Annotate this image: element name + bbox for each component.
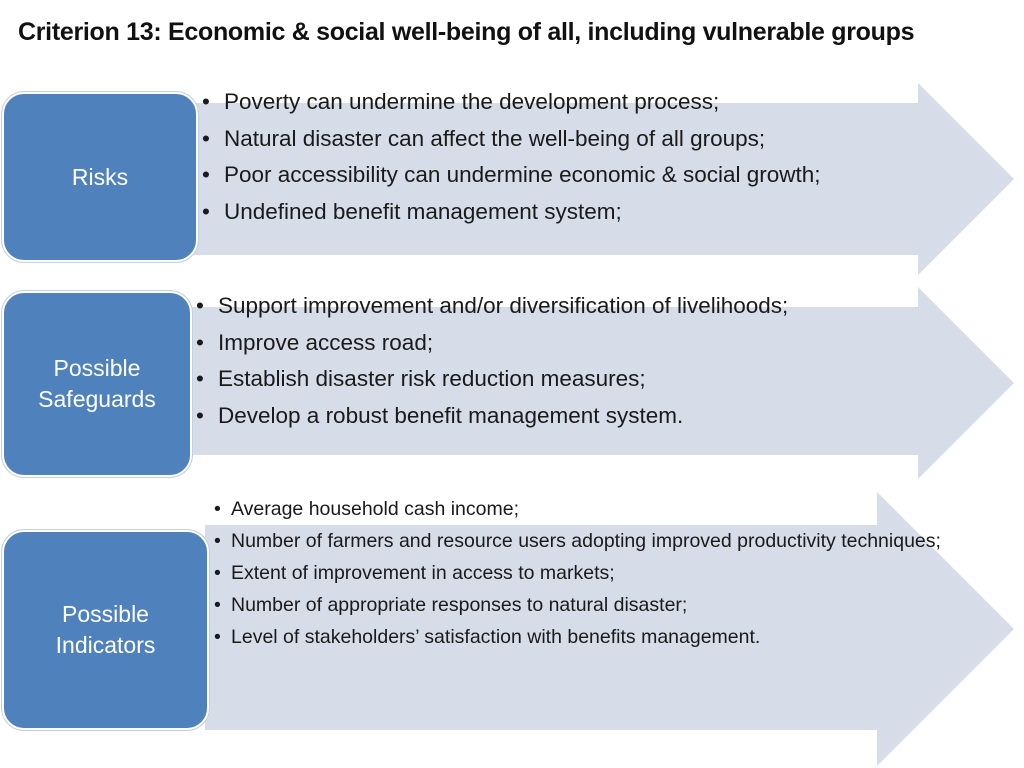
safeguards-label-line-2: Safeguards [38,386,156,412]
list-item: • Support improvement and/or diversification of livelihoods; [194,288,974,325]
list-item: • Number of farmers and resource users adopting improved productivity techniques; [214,527,984,556]
list-item: • Number of appropriate responses to natural disaster; [214,591,984,620]
indicators-label-line-1: Possible [62,601,149,627]
safeguards-label-box [2,291,192,477]
list-item: • Extent of improvement in access to markets; [214,559,984,588]
list-item: • Undefined benefit management system; [200,194,960,231]
indicators-label-box [2,530,209,730]
list-item: • Establish disaster risk reduction measures; [194,361,974,398]
list-item: • Level of stakeholders’ satisfaction with benefits management. [214,623,984,652]
risks-list [200,84,960,230]
risks-label-box [2,92,198,262]
risks-label: Risks [71,163,129,190]
list-item: • Improve access road; [194,325,974,362]
list-item: • Poverty can undermine the development process; [200,84,960,121]
safeguards-label-line-1: Possible [53,355,141,381]
page-title: Criterion 13: Economic & social well-being of all, including vulnerable groups [18,18,915,46]
safeguards-list [194,288,974,434]
indicators-label-line-2: Indicators [55,632,156,658]
list-item: • Poor accessibility can undermine economic & social growth; [200,157,960,194]
indicators-list [214,495,984,652]
list-item: • Develop a robust benefit management system. [194,398,974,435]
list-item: • Natural disaster can affect the well-being of all groups; [200,121,960,158]
list-item: • Average household cash income; [214,495,984,524]
